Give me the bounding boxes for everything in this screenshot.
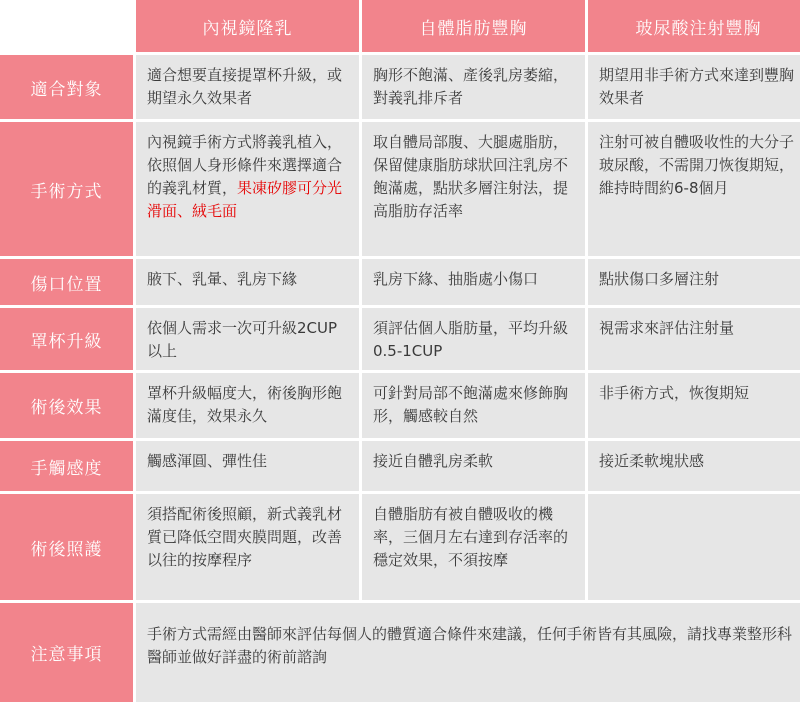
cell-touch-endoscopic: 觸感渾圓、彈性佳 [136, 441, 359, 491]
cell-cup-hyaluronic: 視需求來評估注射量 [588, 308, 800, 370]
row-label-method: 手術方式 [0, 122, 133, 256]
cell-touch-hyaluronic: 接近柔軟塊狀感 [588, 441, 800, 491]
table-corner [0, 0, 133, 52]
column-header-fat-transfer: 自體脂肪豐胸 [362, 0, 585, 52]
method-text: 內視鏡手術方式將義乳植入，依照個人身形條件來選擇適合的義乳材質， [147, 133, 343, 197]
cell-touch-fat-transfer: 接近自體乳房柔軟 [362, 441, 585, 491]
row-label-notice: 注意事項 [0, 603, 133, 702]
cell-method-hyaluronic: 注射可被自體吸收性的大分子玻尿酸，不需開刀恢復期短，維持時間約6-8個月 [588, 122, 800, 256]
cell-suitable-hyaluronic: 期望用非手術方式來達到豐胸效果者 [588, 55, 800, 119]
cell-method-endoscopic [136, 122, 359, 256]
cell-cup-endoscopic: 依個人需求一次可升級2CUP以上 [136, 308, 359, 370]
cell-method-fat-transfer: 取自體局部腹、大腿處脂肪，保留健康脂肪球狀回注乳房不飽滿處，點狀多層注射法，提高脂肪存活率 [362, 122, 585, 256]
cell-aftercare-fat-transfer: 自體脂肪有被自體吸收的機率，三個月左右達到存活率的穩定效果，不須按摩 [362, 494, 585, 600]
cell-cup-fat-transfer: 須評估個人脂肪量，平均升級0.5-1CUP [362, 308, 585, 370]
row-label-result: 術後效果 [0, 373, 133, 438]
row-label-touch: 手觸感度 [0, 441, 133, 491]
column-header-hyaluronic: 玻尿酸注射豐胸 [588, 0, 800, 52]
cell-suitable-fat-transfer: 胸形不飽滿、產後乳房萎縮，對義乳排斥者 [362, 55, 585, 119]
notice-text: 手術方式需經由醫師來評估每個人的體質適合條件來建議，任何手術皆有其風險，請找專業整形科醫師並做好詳盡的術前諮詢 [136, 603, 800, 702]
cell-aftercare-hyaluronic [588, 494, 800, 600]
cell-aftercare-endoscopic: 須搭配術後照顧，新式義乳材質已降低空間夾膜問題，改善以往的按摩程序 [136, 494, 359, 600]
cell-result-endoscopic: 罩杯升級幅度大，術後胸形飽滿度佳，效果永久 [136, 373, 359, 438]
column-header-endoscopic: 內視鏡隆乳 [136, 0, 359, 52]
row-label-incision: 傷口位置 [0, 259, 133, 305]
cell-result-hyaluronic: 非手術方式，恢復期短 [588, 373, 800, 438]
cell-incision-fat-transfer: 乳房下緣、抽脂處小傷口 [362, 259, 585, 305]
cell-result-fat-transfer: 可針對局部不飽滿處來修飾胸形，觸感較自然 [362, 373, 585, 438]
cell-incision-endoscopic: 腋下、乳暈、乳房下緣 [136, 259, 359, 305]
row-label-suitable: 適合對象 [0, 55, 133, 119]
cell-incision-hyaluronic: 點狀傷口多層注射 [588, 259, 800, 305]
cell-suitable-endoscopic: 適合想要直接提罩杯升級，或期望永久效果者 [136, 55, 359, 119]
method-highlight-text: 果凍矽膠可分光滑面、絨毛面 [147, 179, 343, 220]
row-label-cup-upgrade: 罩杯升級 [0, 308, 133, 370]
row-label-aftercare: 術後照護 [0, 494, 133, 600]
